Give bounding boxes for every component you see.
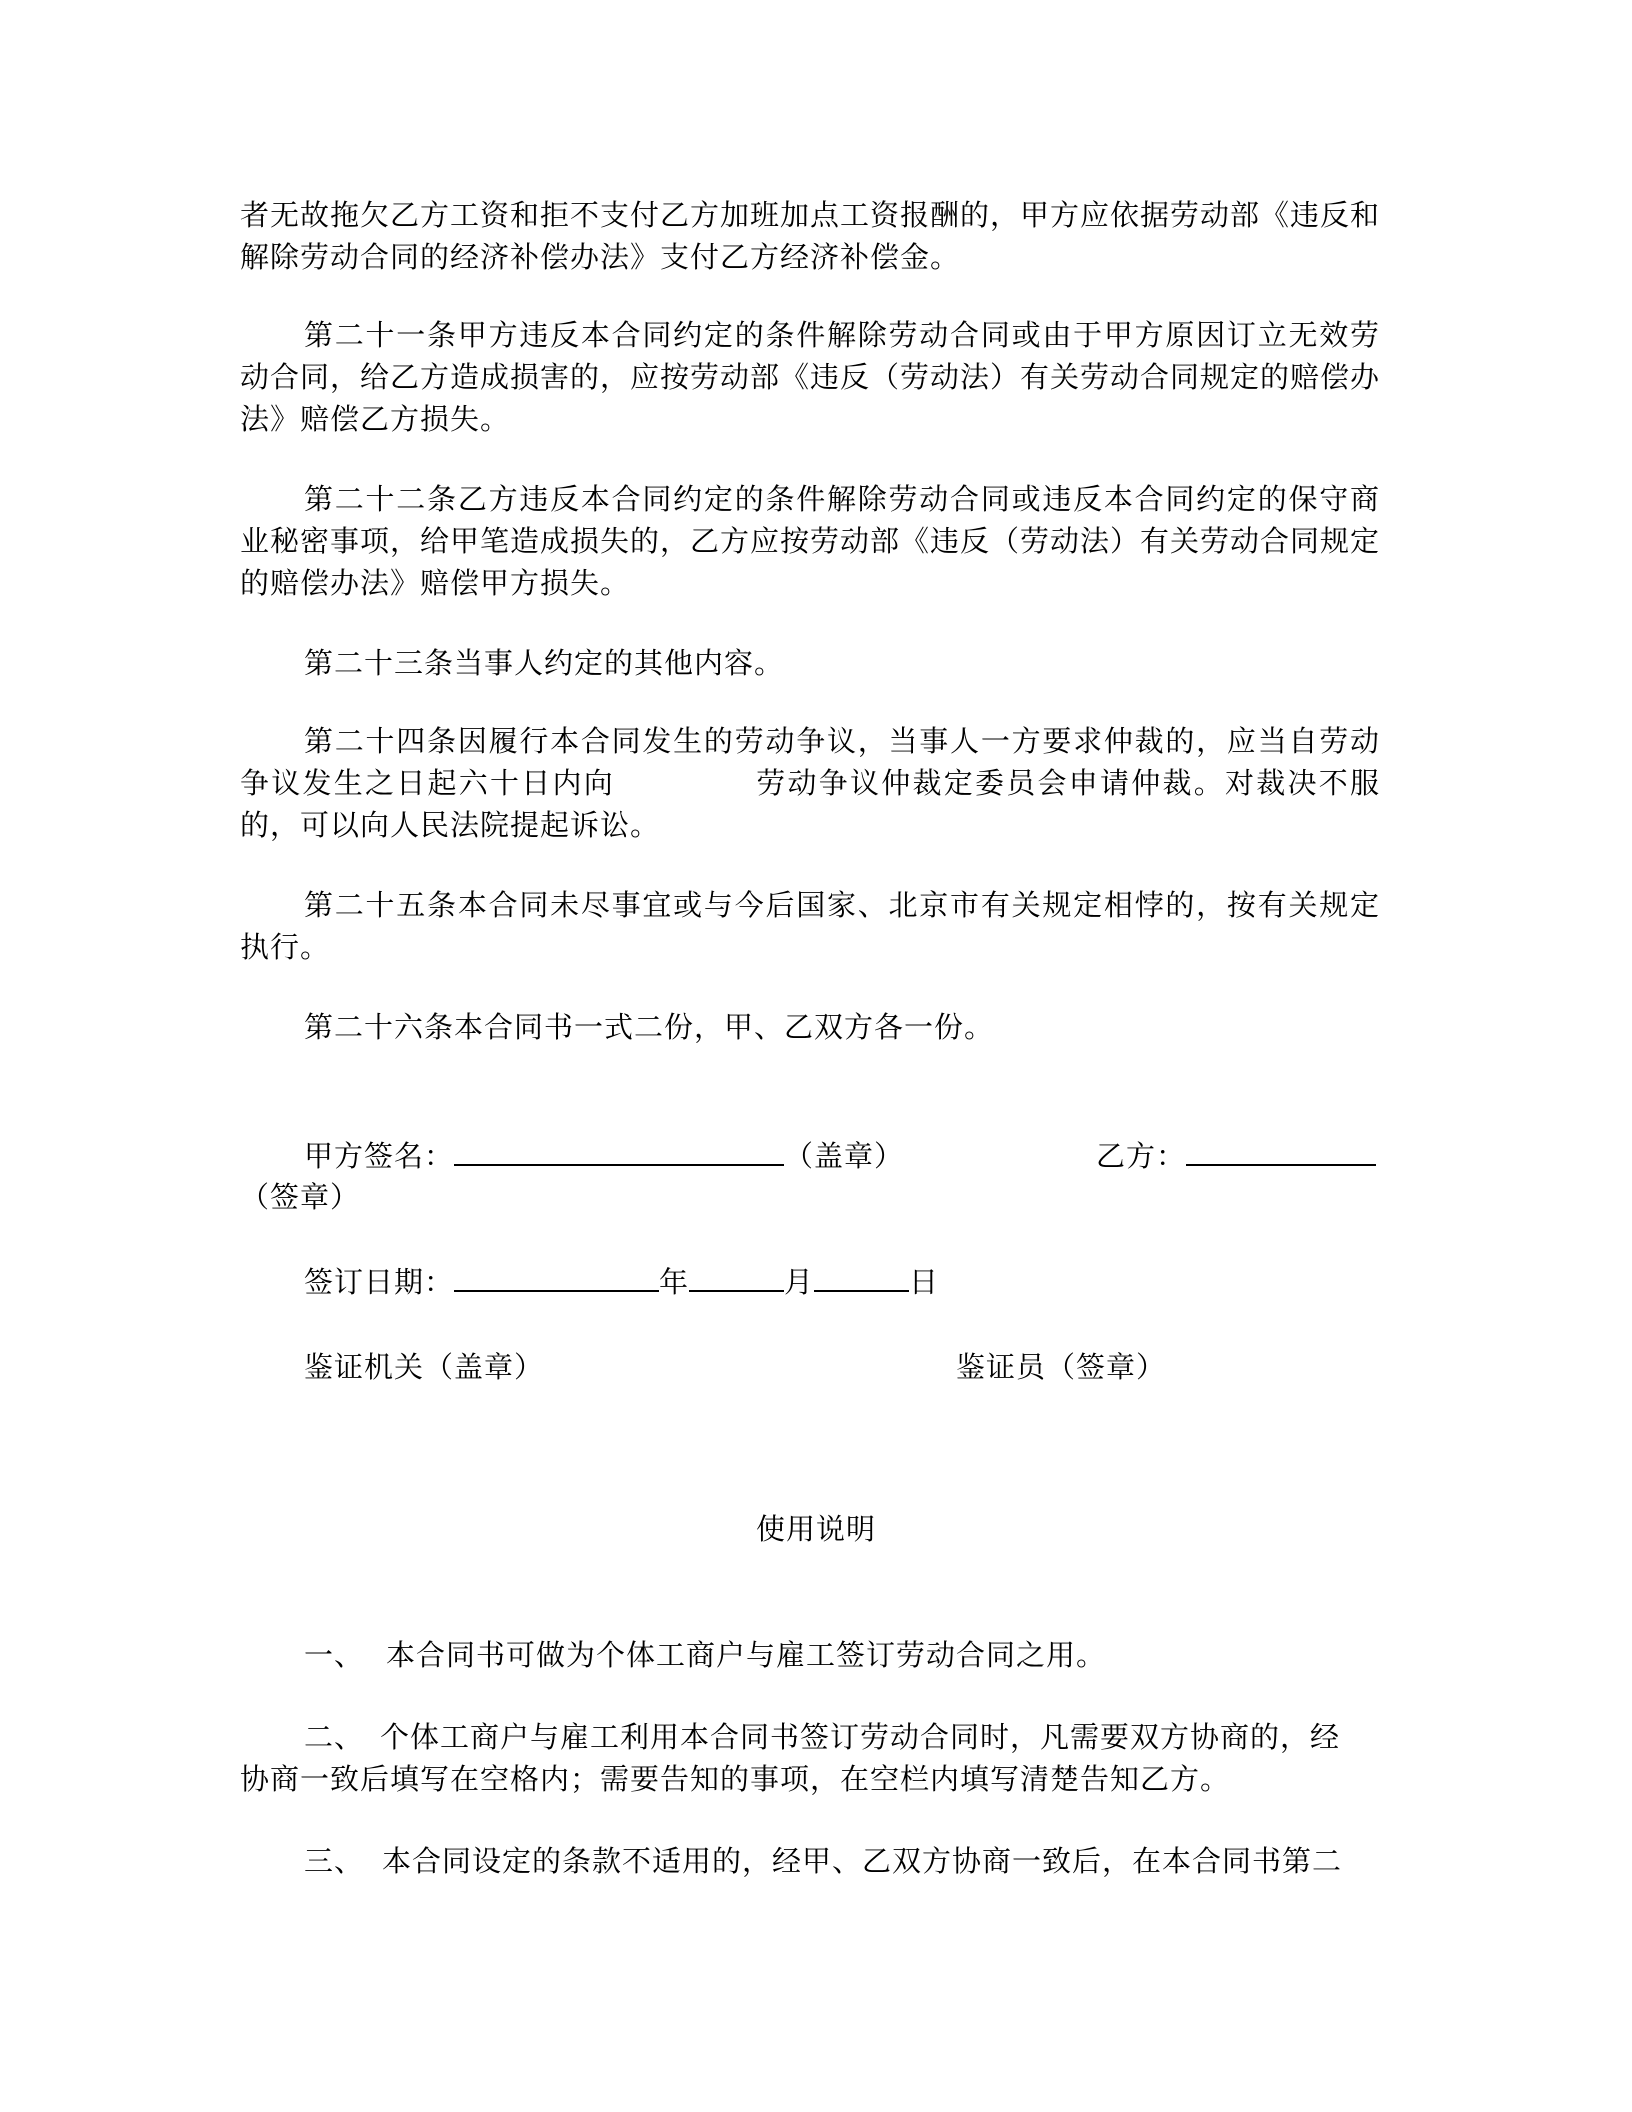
article-25: 第二十五条本合同未尽事宜或与今后国家、北京市有关规定相悖的，按有关规定执行。 (240, 888, 1380, 964)
year-label: 年 (659, 1265, 690, 1299)
article-24-part1: 第二十四条因履行本合同发生的劳动争议，当事人一方要求仲裁的，应当自劳动争议发生之日起六十日内向 (240, 724, 1380, 800)
item-1-number: 一、 (304, 1638, 365, 1672)
item-3-number: 三、 (304, 1844, 365, 1878)
item-1-text: 本合同书可做为个体工商户与雇工签订劳动合同之用。 (386, 1638, 1107, 1672)
instruction-item-1 (304, 1634, 1106, 1676)
party-b-label: 乙方： (1096, 1139, 1187, 1173)
party-a-signature-line (304, 1134, 904, 1177)
instruction-item-3 (304, 1840, 1342, 1882)
month-label: 月 (784, 1265, 815, 1299)
instructions-title: 使用说明 (755, 1512, 876, 1546)
party-a-label: 甲方签名： (304, 1139, 455, 1173)
item-2-number: 二、 (304, 1720, 365, 1754)
article-24-part2: 劳动争议仲裁定委员会申请仲裁。对裁决不服的，可以向人民法院提起诉讼。 (240, 766, 1380, 842)
article-21: 第二十一条甲方违反本合同约定的条件解除劳动合同或由于甲方原因订立无效劳动合同，给乙方造成损害的，应按劳动部《违反（劳动法）有关劳动合同规定的赔偿办法》赔偿乙方损失。 (240, 318, 1381, 436)
article-23: 第二十三条当事人约定的其他内容。 (304, 646, 785, 680)
party-b-signature-field[interactable] (1186, 1134, 1376, 1166)
party-b-signature-line (1096, 1134, 1376, 1177)
signing-date-line (304, 1260, 939, 1303)
year-field[interactable] (454, 1260, 659, 1292)
party-b-sign-note: （签章） (240, 1180, 361, 1214)
paragraph-continuation: 者无故拖欠乙方工资和拒不支付乙方加班加点工资报酬的，甲方应依据劳动部《违反和解除劳动合同的经济补偿办法》支付乙方经济补偿金。 (240, 198, 1381, 274)
article-22: 第二十二条乙方违反本合同约定的条件解除劳动合同或违反本合同约定的保守商业秘密事项，给甲笔造成损失的，乙方应按劳动部《违反（劳动法）有关劳动合同规定的赔偿办法》赔偿甲方损失。 (240, 482, 1381, 600)
article-26: 第二十六条本合同书一式二份，甲、乙双方各一份。 (304, 1010, 995, 1044)
verifier-sign: 鉴证员（签章） (956, 1350, 1167, 1384)
item-2-text-line-1: 个体工商户与雇工利用本合同书签订劳动合同时，凡需要双方协商的，经 (380, 1720, 1341, 1754)
party-a-seal: （盖章） (784, 1139, 905, 1173)
item-3-text: 本合同设定的条款不适用的，经甲、乙双方协商一致后，在本合同书第二 (382, 1844, 1343, 1878)
instruction-item-2-line-1 (304, 1716, 1340, 1758)
day-label: 日 (909, 1265, 940, 1299)
month-field[interactable] (689, 1260, 784, 1292)
article-24 (240, 720, 1380, 846)
party-a-signature-field[interactable] (454, 1134, 784, 1166)
item-2-text-line-2: 协商一致后填写在空格内；需要告知的事项，在空栏内填写清楚告知乙方。 (240, 1762, 1231, 1796)
date-label: 签订日期： (304, 1265, 455, 1299)
authority-seal: 鉴证机关（盖章） (304, 1350, 545, 1384)
day-field[interactable] (814, 1260, 909, 1292)
